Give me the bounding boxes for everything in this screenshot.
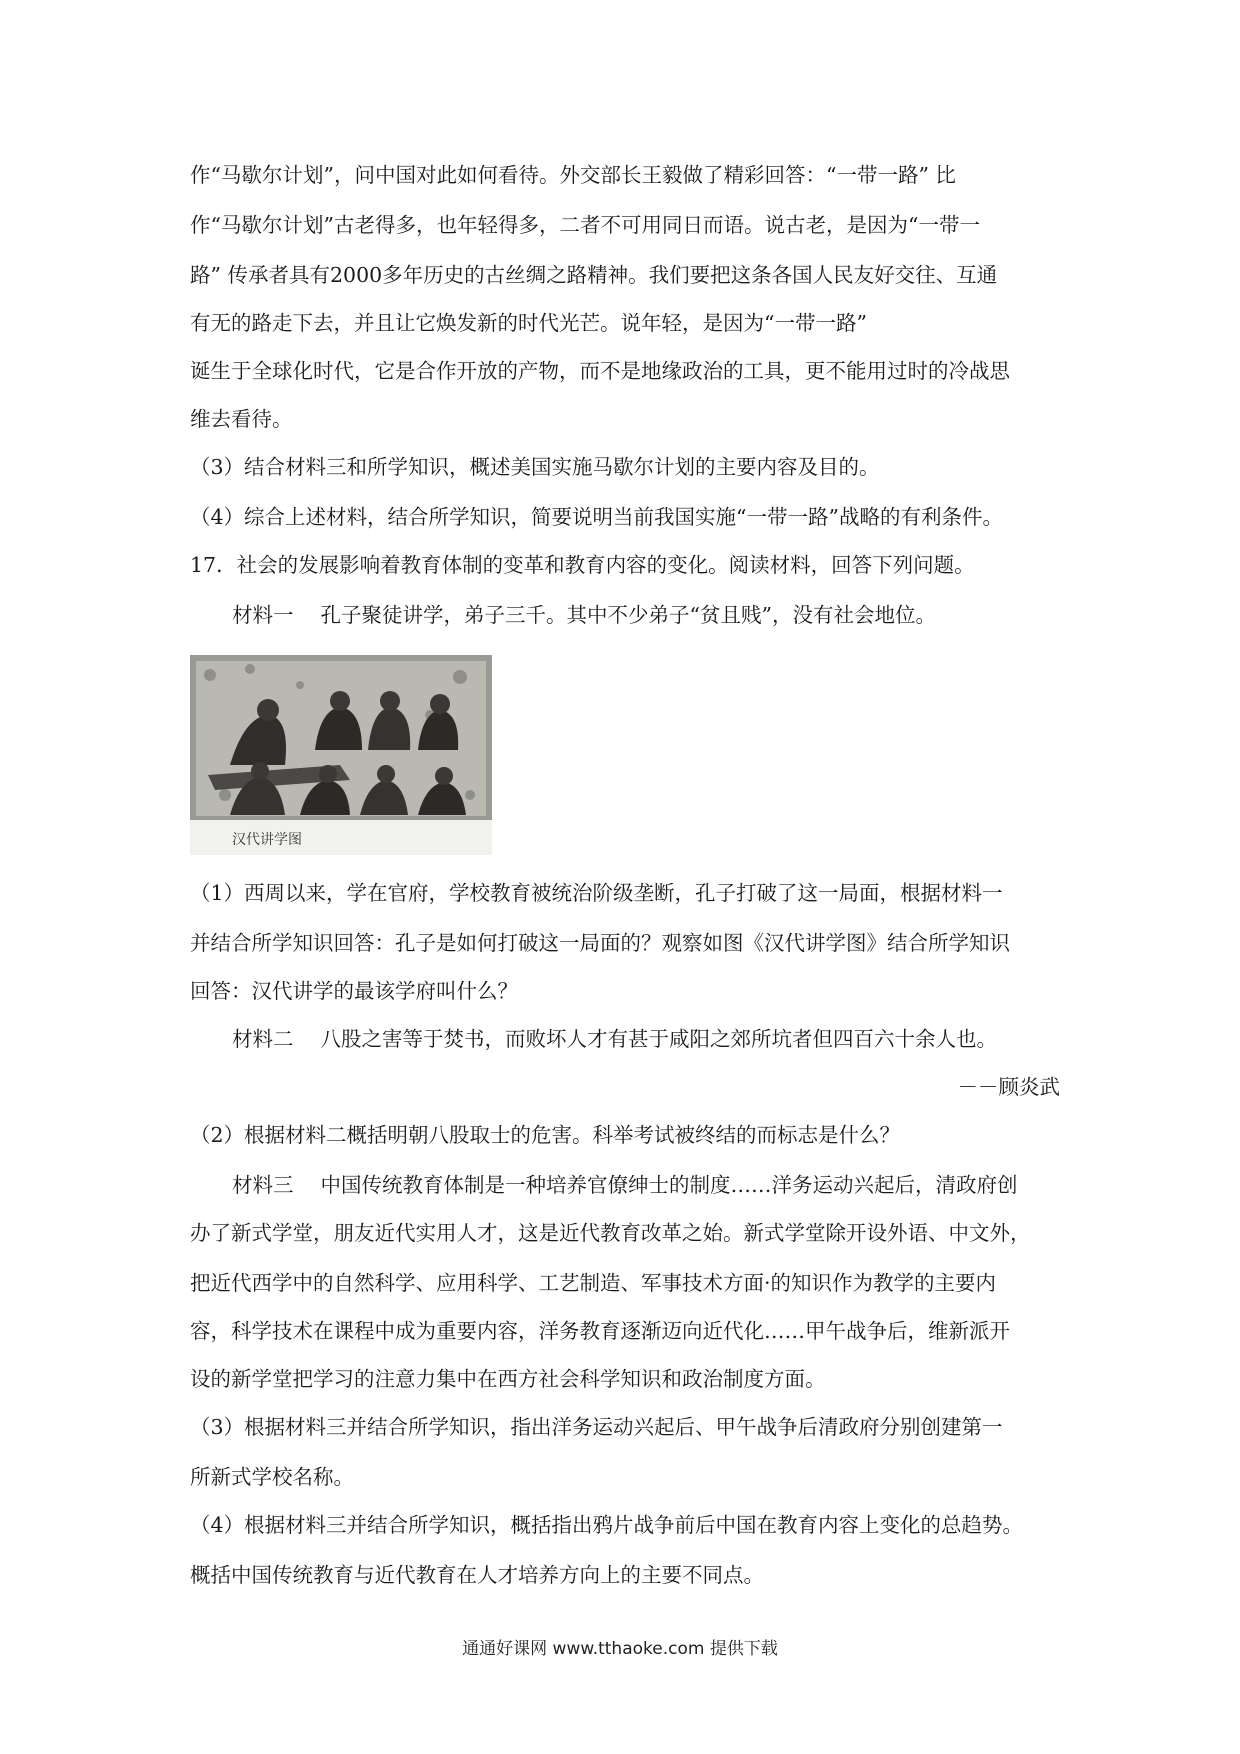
- question-17-2: （2）根据材料二概括明朝八股取士的危害。科举考试被终结的而标志是什么？: [190, 1123, 901, 1147]
- question-4: （4）综合上述材料，结合所学知识，简要说明当前我国实施“一带一路”战略的有利条件。: [190, 505, 1004, 529]
- text-line: 作“马歇尔计划”，问中国对此如何看待。外交部长王毅做了精彩回答：“一带一路” 比: [190, 163, 956, 187]
- question-3: （3）结合材料三和所学知识，概述美国实施马歇尔计划的主要内容及目的。: [190, 455, 880, 479]
- han-lecture-illustration: [190, 655, 492, 855]
- text-line: 回答：汉代讲学的最该学府叫什么？: [190, 979, 518, 1003]
- question-17-4: （4）根据材料三并结合所学知识，概括指出鸦片战争前后中国在教育内容上变化的总趋势。: [190, 1513, 1024, 1537]
- question-17-3: （3）根据材料三并结合所学知识，指出洋务运动兴起后、甲午战争后清政府分别创建第一: [190, 1415, 1003, 1439]
- question-17-heading: 17．社会的发展影响着教育体制的变革和教育内容的变化。阅读材料，回答下列问题。: [190, 553, 975, 577]
- figure-caption: 汉代讲学图: [232, 832, 302, 848]
- text-line: 诞生于全球化时代，它是合作开放的产物，而不是地缘政治的工具，更不能用过时的冷战思: [190, 359, 1010, 383]
- text-line: 并结合所学知识回答：孔子是如何打破这一局面的？观察如图《汉代讲学图》结合所学知识: [190, 931, 1010, 955]
- attribution: －－顾炎武: [957, 1075, 1060, 1099]
- text-line: 概括中国传统教育与近代教育在人才培养方向上的主要不同点。: [190, 1563, 764, 1587]
- text-line: 路” 传承者具有2000多年历史的古丝绸之路精神。我们要把这条各国人民友好交往、互通: [190, 263, 998, 287]
- text-line: 所新式学校名称。: [190, 1465, 354, 1489]
- text-line: 作“马歇尔计划”古老得多，也年轻得多，二者不可用同日而语。说古老，是因为“一带一: [190, 213, 980, 237]
- question-17-1: （1）西周以来，学在官府，学校教育被统治阶级垄断，孔子打破了这一局面，根据材料一: [190, 881, 1003, 905]
- text-line: 设的新学堂把学习的注意力集中在西方社会科学知识和政治制度方面。: [190, 1367, 826, 1391]
- page-footer: 通通好课网 www.tthaoke.com 提供下载: [462, 1639, 778, 1659]
- material-3: 材料三 中国传统教育体制是一种培养官僚绅士的制度……洋务运动兴起后，清政府创: [232, 1173, 1018, 1197]
- text-line: 把近代西学中的自然科学、应用科学、工艺制造、军事技术方面·的知识作为教学的主要内: [190, 1271, 997, 1295]
- text-line: 办了新式学堂，朋友近代实用人才，这是近代教育改革之始。新式学堂除开设外语、中文外，: [190, 1221, 1031, 1245]
- text-line: 维去看待。: [190, 407, 293, 431]
- text-line: 容，科学技术在课程中成为重要内容，洋务教育逐渐迈向近代化……甲午战争后，维新派开: [190, 1319, 1010, 1343]
- lecture-scene-image: [190, 655, 492, 855]
- text-line: 有无的路走下去，并且让它焕发新的时代光芒。说年轻，是因为“一带一路”: [190, 311, 867, 335]
- material-2: 材料二 八股之害等于焚书，而败坏人才有甚于咸阳之郊所坑者但四百六十余人也。: [232, 1027, 998, 1051]
- material-1: 材料一 孔子聚徒讲学，弟子三千。其中不少弟子“贫且贱”，没有社会地位。: [232, 603, 936, 627]
